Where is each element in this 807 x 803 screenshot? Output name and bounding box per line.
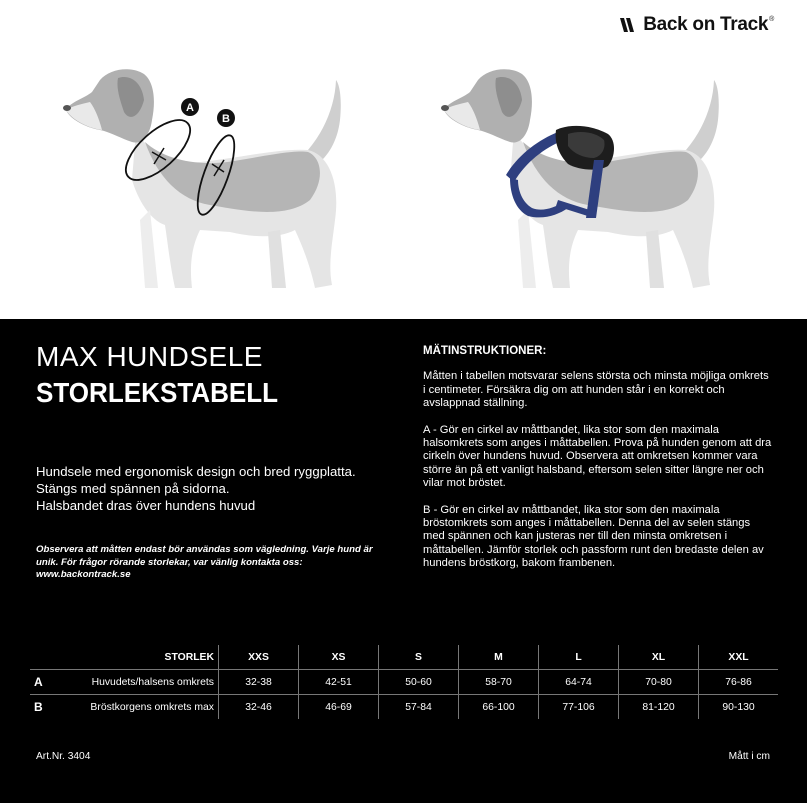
brand-logo [619,14,774,36]
instructions-paragraph: A - Gör en cirkel av måttbandet, lika stor som den maximala halsomkrets som anges i måttabellen. Prova på hunden genom att dra cirkeln över hundens huvud. Observera att omkretsen kommer vara större än på ett vanligt halsband, eftersom selen sitter längre ner och vilar mot bröstet. [423,423,772,490]
table-cell: 90-130 [699,695,779,720]
size-table [30,645,778,719]
table-cell: 76-86 [699,670,779,695]
row-key: A [30,670,62,695]
table-cell: 64-74 [539,670,619,695]
table-row [30,670,778,695]
table-cell: 57-84 [379,695,459,720]
description-line: Hundsele med ergonomisk design och bred ryggplatta. [36,464,356,479]
row-key: B [34,700,43,714]
table-cell: 70-80 [619,670,699,695]
size-header-label: STORLEK [62,645,219,670]
brand-name: Back on Track [643,14,769,35]
unit-note: Mått i cm [728,751,770,762]
table-cell: 46-69 [299,695,379,720]
product-description [36,463,356,514]
table-cell: 42-51 [299,670,379,695]
dog-harness-illustration [418,60,758,300]
marker-a [181,98,199,116]
size-col-header: XL [619,645,699,670]
article-number: Art.Nr. 3404 [36,751,91,762]
size-col-header: XXS [219,645,299,670]
key-header [30,645,62,670]
dog-silhouette [441,69,719,288]
size-col-header: XS [299,645,379,670]
table-cell: 66-100 [459,695,539,720]
table-row [30,695,778,720]
size-col-header: S [379,645,459,670]
guidance-note: Observera att måtten endast bör användas som vägledning. Varje hund är unik. För frågor rörande storlekar, var vänlig kontakta oss: www.backontrack.se [36,544,373,580]
description-line: Stängs med spännen på sidorna. [36,481,230,496]
size-col-header: XXL [699,645,779,670]
size-col-header: M [459,645,539,670]
dog-measurement-illustration [40,60,380,300]
svg-text:B: B [222,113,230,125]
instructions-paragraph: Måtten i tabellen motsvarar selens största och minsta möjliga omkrets i centimeter. Försäkra dig om att hunden står i en korrekt och avslappnad ställning. [423,370,769,410]
illustration-area [0,0,807,319]
size-header-row [30,645,778,670]
product-title: MAX HUNDSELE [36,341,263,372]
table-cell: 32-46 [219,695,299,720]
size-col-header: L [539,645,619,670]
description-line: Halsbandet dras över hundens huvud [36,498,256,513]
instructions-heading: MÄTINSTRUKTIONER: [423,345,547,357]
measuring-instructions [423,345,773,584]
page-title: STORLEKSTABELL [36,377,279,408]
table-cell: 50-60 [379,670,459,695]
marker-b [217,109,235,127]
table-cell: 77-106 [539,695,619,720]
brand-logo-icon [619,17,639,33]
table-cell: 32-38 [219,670,299,695]
row-label: Huvudets/halsens omkrets [62,670,219,695]
row-label: Bröstkorgens omkrets max [90,701,214,713]
brand-reg: ® [769,15,774,23]
svg-text:A: A [186,102,194,114]
instructions-paragraph: B - Gör en cirkel av måttbandet, lika stor som den maximala bröstomkrets som anges i måttabellen. Denna del av selen stängs med spännen och kan justeras ner till den minsta omkretsen i måttabellen. Jämför storlek och passform runt den bredaste delen av hundens bröstkorg, bakom frambenen. [423,503,764,570]
table-cell: 58-70 [459,670,539,695]
table-cell: 81-120 [619,695,699,720]
